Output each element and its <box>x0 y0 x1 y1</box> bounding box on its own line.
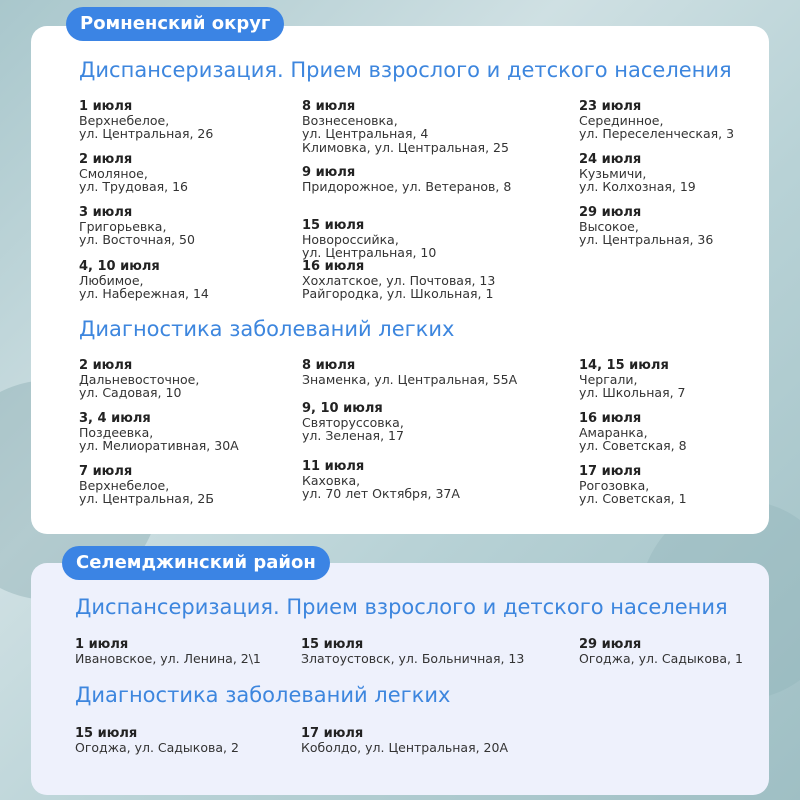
entry-address: Дальневосточное, <box>79 371 200 387</box>
entry-address: ул. Школьная, 7 <box>579 385 686 400</box>
entry-address: Климовка, ул. Центральная, 25 <box>302 139 509 155</box>
entry-date: 8 июля <box>302 99 356 114</box>
entry-date: 9, 10 июля <box>302 401 383 416</box>
schedule-entry <box>301 638 531 665</box>
schedule-entry <box>302 166 532 193</box>
schedule-entry <box>75 638 305 665</box>
entry-address: ул. Колхозная, 19 <box>579 179 696 194</box>
entry-date: 7 июля <box>79 464 133 479</box>
schedule-entry <box>79 412 309 453</box>
section-title: Диагностика заболеваний легких <box>75 683 451 707</box>
entry-address: Вознесеновка, <box>302 112 398 128</box>
entry-date: 1 июля <box>75 637 129 652</box>
entry-address: Амаранка, <box>579 424 648 440</box>
schedule-entry <box>302 359 532 386</box>
entry-address: ул. Восточная, 50 <box>79 232 195 247</box>
entry-date: 3 июля <box>79 205 133 220</box>
schedule-entry <box>579 465 800 506</box>
entry-address: Хохлатское, ул. Почтовая, 13 <box>302 272 496 288</box>
entry-address: ул. Трудовая, 16 <box>79 179 188 194</box>
entry-date: 16 июля <box>302 259 365 274</box>
entry-address: Каховка, <box>302 472 361 488</box>
schedule-entry <box>79 100 309 141</box>
entry-address: ул. 70 лет Октября, 37А <box>302 486 460 501</box>
entry-date: 11 июля <box>302 459 365 474</box>
entry-address: ул. Садовая, 10 <box>79 385 182 400</box>
entry-date: 9 июля <box>302 165 356 180</box>
entry-address: Высокое, <box>579 218 639 234</box>
entry-date: 29 июля <box>579 637 642 652</box>
entry-date: 15 июля <box>302 218 365 233</box>
schedule-entry <box>302 402 532 443</box>
entry-date: 1 июля <box>79 99 133 114</box>
entry-date: 17 июля <box>579 464 642 479</box>
entry-address: Смоляное, <box>79 165 148 181</box>
schedule-entry <box>579 412 800 453</box>
entry-address: ул. Мелиоративная, 30А <box>79 438 239 453</box>
schedule-entry <box>79 153 309 194</box>
entry-address: ул. Центральная, 4 <box>302 126 429 141</box>
schedule-entry <box>302 219 532 260</box>
region-title-selemdzhinsky: Селемджинский район <box>62 546 330 580</box>
schedule-entry <box>579 153 800 194</box>
entry-date: 3, 4 июля <box>79 411 151 426</box>
entry-date: 23 июля <box>579 99 642 114</box>
entry-address: Знаменка, ул. Центральная, 55А <box>302 371 518 387</box>
entry-address: Ивановское, ул. Ленина, 2\1 <box>75 650 261 666</box>
entry-address: Рогозовка, <box>579 477 650 493</box>
schedule-entry <box>79 359 309 400</box>
entry-date: 4, 10 июля <box>79 259 160 274</box>
entry-address: Поздеевка, <box>79 424 154 440</box>
entry-address: Придорожное, ул. Ветеранов, 8 <box>302 178 512 194</box>
schedule-entry <box>302 460 532 501</box>
entry-address: ул. Советская, 1 <box>579 491 687 506</box>
entry-address: ул. Зеленая, 17 <box>302 428 404 443</box>
section-title: Диспансеризация. Прием взрослого и детского населения <box>75 595 728 619</box>
entry-address: Серединное, <box>579 112 664 128</box>
entry-address: Кузьмичи, <box>579 165 647 181</box>
entry-address: Верхнебелое, <box>79 477 170 493</box>
entry-address: ул. Центральная, 36 <box>579 232 714 247</box>
entry-date: 14, 15 июля <box>579 358 669 373</box>
schedule-entry <box>79 206 309 247</box>
entry-address: ул. Центральная, 2Б <box>79 491 214 506</box>
entry-date: 16 июля <box>579 411 642 426</box>
section-title: Диагностика заболеваний легких <box>79 317 455 341</box>
schedule-entry <box>302 100 532 154</box>
schedule-entry <box>579 100 800 141</box>
schedule-entry <box>301 727 531 754</box>
entry-address: Верхнебелое, <box>79 112 170 128</box>
schedule-entry <box>79 260 309 301</box>
entry-address: ул. Переселенческая, 3 <box>579 126 735 141</box>
entry-address: Коболдо, ул. Центральная, 20А <box>301 739 508 755</box>
entry-address: Святоруссовка, <box>302 414 404 430</box>
entry-address: Григорьевка, <box>79 218 167 234</box>
entry-address: Огоджа, ул. Садыкова, 1 <box>579 650 743 666</box>
entry-date: 15 июля <box>75 726 138 741</box>
schedule-entry <box>579 638 800 665</box>
entry-address: Златоустовск, ул. Больничная, 13 <box>301 650 525 666</box>
schedule-entry <box>302 260 532 301</box>
entry-address: Чергали, <box>579 371 638 387</box>
entry-date: 17 июля <box>301 726 364 741</box>
schedule-entry <box>579 359 800 400</box>
entry-address: ул. Набережная, 14 <box>79 286 209 301</box>
entry-address: Новороссийка, <box>302 231 399 247</box>
entry-date: 2 июля <box>79 358 133 373</box>
entry-address: ул. Советская, 8 <box>579 438 687 453</box>
schedule-entry <box>79 465 309 506</box>
entry-date: 24 июля <box>579 152 642 167</box>
entry-address: Огоджа, ул. Садыкова, 2 <box>75 739 239 755</box>
entry-date: 15 июля <box>301 637 364 652</box>
entry-address: ул. Центральная, 26 <box>79 126 214 141</box>
schedule-entry <box>75 727 305 754</box>
section-title: Диспансеризация. Прием взрослого и детского населения <box>79 58 732 82</box>
entry-address: ул. Центральная, 10 <box>302 245 437 260</box>
entry-date: 2 июля <box>79 152 133 167</box>
schedule-entry <box>579 206 800 247</box>
entry-address: Райгородка, ул. Школьная, 1 <box>302 286 494 301</box>
entry-address: Любимое, <box>79 272 144 288</box>
entry-date: 8 июля <box>302 358 356 373</box>
entry-date: 29 июля <box>579 205 642 220</box>
region-title-romnensky: Ромненский округ <box>66 7 284 41</box>
